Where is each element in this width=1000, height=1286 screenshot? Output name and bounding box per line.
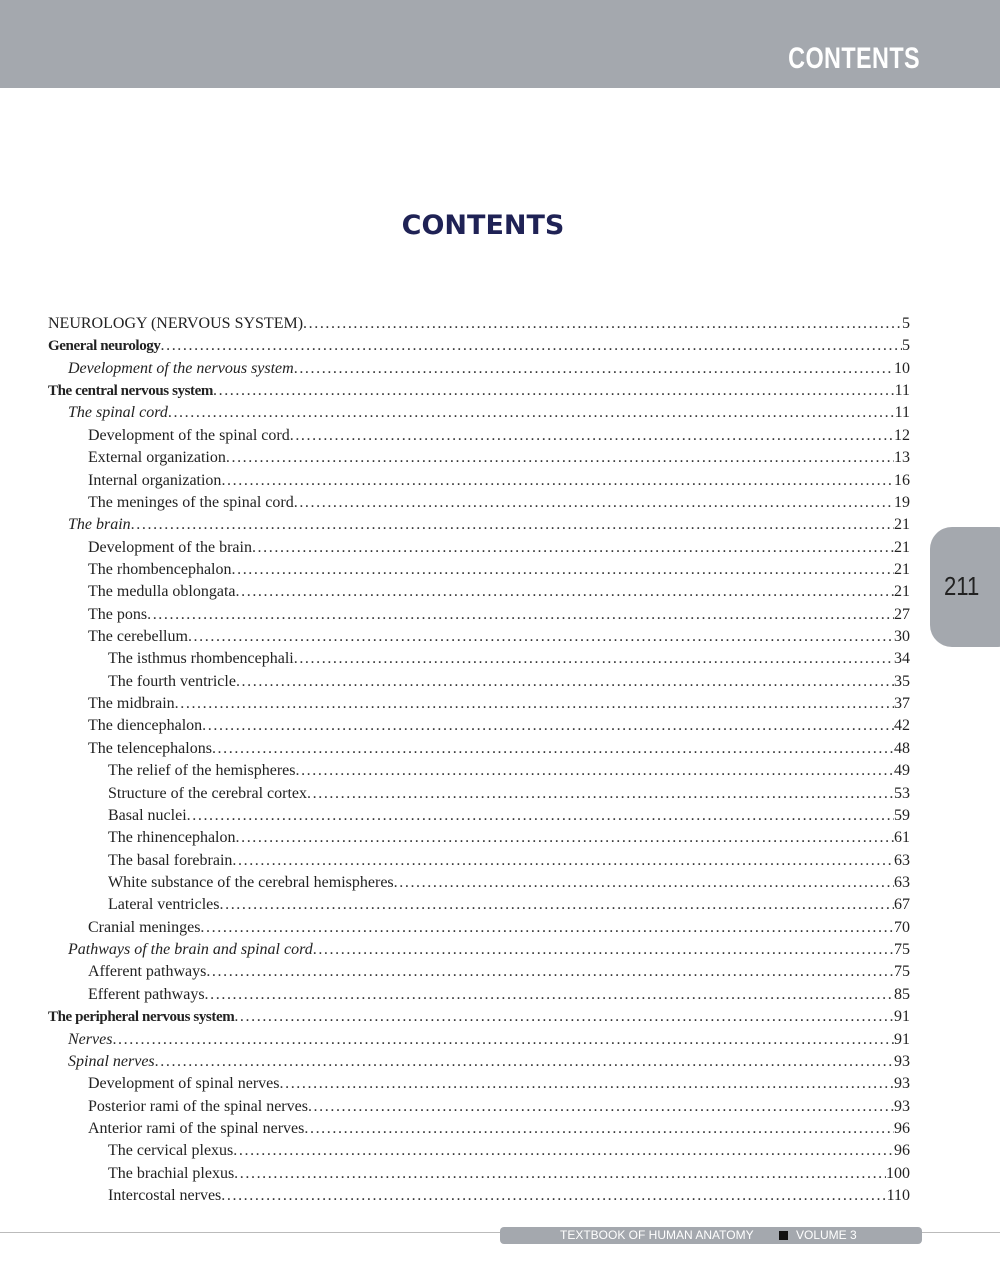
toc-entry-page: 37 [894,695,910,713]
toc-entry-page: 19 [894,493,910,511]
toc-entry-label: The peripheral nervous system [48,1009,235,1026]
dot-leader [313,939,894,961]
dot-leader [294,648,894,670]
dot-leader [221,470,894,492]
toc-entry[interactable] [48,470,910,492]
footer-volume: VOLUME 3 [796,1228,857,1242]
toc-entry-page: 21 [894,583,910,601]
dot-leader [252,537,894,559]
toc-entry-page: 63 [894,851,910,869]
dot-leader [205,984,894,1006]
toc-entry[interactable] [48,783,910,805]
toc-entry-page: 75 [894,963,910,981]
toc-entry-label: Internal organization [88,471,222,489]
toc-entry-label: Afferent pathways [88,963,207,981]
footer-book-title: TEXTBOOK OF HUMAN ANATOMY [560,1228,754,1242]
dot-leader [308,1096,894,1118]
toc-entry[interactable] [48,917,910,939]
toc-entry-page: 93 [894,1097,910,1115]
toc-entry[interactable] [48,447,910,469]
toc-entry[interactable] [48,850,910,872]
toc-entry[interactable] [48,1029,910,1051]
toc-entry[interactable] [48,1051,910,1073]
toc-entry-page: 70 [894,918,910,936]
toc-entry[interactable] [48,492,910,514]
toc-entry[interactable] [48,1140,910,1162]
toc-entry[interactable] [48,693,910,715]
toc-entry-label: General neurology [48,338,161,355]
toc-entry-label: The telencephalons [88,739,212,757]
page-number-tab [930,527,1000,647]
toc-entry[interactable] [48,559,910,581]
toc-entry-page: 21 [894,516,910,534]
toc-entry[interactable] [48,1006,910,1028]
toc-entry[interactable] [48,537,910,559]
table-of-contents [48,313,910,1207]
toc-entry-page: 30 [894,628,910,646]
toc-entry[interactable] [48,805,910,827]
toc-entry-label: The cervical plexus [108,1142,234,1160]
toc-entry-label: The brain [68,516,131,534]
toc-entry-page: 91 [894,1008,910,1026]
dot-leader [206,961,894,983]
toc-entry-label: External organization [88,449,226,467]
dot-leader [234,1006,894,1028]
toc-entry-page: 110 [886,1187,910,1205]
toc-entry-page: 100 [886,1164,910,1182]
toc-entry-page: 21 [894,560,910,578]
toc-entry-page: 16 [894,471,910,489]
toc-entry-page: 10 [894,359,910,377]
toc-entry-page: 11 [894,382,910,400]
toc-entry-page: 93 [894,1075,910,1093]
toc-entry-label: The isthmus rhombencephali [108,650,294,668]
toc-entry-page: 96 [894,1142,910,1160]
toc-entry-label: Development of the brain [88,538,252,556]
page-header-band [0,0,1000,88]
toc-entry-label: Posterior rami of the spinal nerves [88,1097,308,1115]
dot-leader [295,760,894,782]
dot-leader [236,827,895,849]
toc-entry-page: 61 [894,829,910,847]
dot-leader [294,492,894,514]
toc-entry-label: The pons [88,605,148,623]
dot-leader [280,1073,895,1095]
dot-leader [234,1163,886,1185]
toc-entry[interactable] [48,1163,910,1185]
header-title: CONTENTS [788,42,920,75]
dot-leader [220,894,895,916]
dot-leader [187,805,894,827]
toc-entry-label: The medulla oblongata [88,583,236,601]
toc-entry[interactable] [48,380,910,402]
toc-entry-page: 27 [894,605,910,623]
toc-entry-page: 34 [894,650,910,668]
toc-entry[interactable] [48,313,910,335]
dot-leader [168,402,895,424]
toc-entry-page: 59 [894,806,910,824]
dot-leader [155,1051,894,1073]
toc-entry-label: The brachial plexus [108,1164,235,1182]
dot-leader [307,783,894,805]
toc-entry-label: Lateral ventricles [108,896,220,914]
toc-entry[interactable] [48,961,910,983]
dot-leader [233,1140,894,1162]
toc-entry[interactable] [48,872,910,894]
toc-entry-page: 53 [894,784,910,802]
toc-entry-page: 63 [894,873,910,891]
toc-entry-label: Development of the spinal cord [88,426,290,444]
toc-entry[interactable] [48,1118,910,1140]
toc-entry[interactable] [48,402,910,424]
toc-entry-page: 5 [902,315,910,332]
toc-entry[interactable] [48,760,910,782]
toc-entry-label: Spinal nerves [68,1052,155,1070]
dot-leader [232,559,895,581]
square-separator-icon [779,1231,788,1240]
toc-entry-label: The meninges of the spinal cord [88,493,294,511]
toc-entry[interactable] [48,648,910,670]
dot-leader [304,1118,894,1140]
toc-entry-label: Development of spinal nerves [88,1075,280,1093]
toc-entry-label: Nerves [68,1030,113,1048]
toc-entry-label: NEUROLOGY (NERVOUS SYSTEM) [48,315,304,332]
toc-entry-page: 35 [894,672,910,690]
toc-entry-label: The rhombencephalon [88,560,232,578]
toc-entry[interactable] [48,425,910,447]
toc-entry-page: 48 [894,739,910,757]
footer-band [500,1227,922,1244]
toc-entry-page: 49 [894,762,910,780]
toc-entry-label: The cerebellum [88,628,188,646]
toc-entry[interactable] [48,738,910,760]
toc-entry[interactable] [48,984,910,1006]
toc-entry-label: Basal nuclei [108,806,187,824]
dot-leader [212,738,894,760]
dot-leader [213,380,895,402]
dot-leader [131,514,894,536]
toc-entry[interactable] [48,514,910,536]
toc-entry-label: The relief of the hemispheres [108,762,296,780]
toc-entry-page: 85 [894,985,910,1003]
toc-entry-page: 67 [894,896,910,914]
toc-entry[interactable] [48,894,910,916]
toc-entry-label: The rhinencephalon [108,829,236,847]
toc-entry[interactable] [48,626,910,648]
toc-entry-page: 5 [902,337,910,355]
toc-entry[interactable] [48,1096,910,1118]
toc-entry-label: Cranial meninges [88,918,201,936]
toc-entry-label: Anterior rami of the spinal nerves [88,1119,305,1137]
toc-entry-page: 11 [894,404,910,422]
toc-entry-label: White substance of the cerebral hemispheres [108,873,394,891]
toc-entry[interactable] [48,1185,910,1207]
dot-leader [226,447,894,469]
toc-entry[interactable] [48,581,910,603]
toc-entry[interactable] [48,1073,910,1095]
dot-leader [202,715,894,737]
page-title: CONTENTS [401,210,565,241]
dot-leader [394,872,894,894]
toc-entry[interactable] [48,335,910,357]
dot-leader [112,1029,894,1051]
toc-entry-label: The basal forebrain [108,851,233,869]
toc-entry[interactable] [48,827,910,849]
toc-entry-page: 12 [894,426,910,444]
dot-leader [294,358,894,380]
toc-entry-page: 75 [894,941,910,959]
toc-entry[interactable] [48,671,910,693]
toc-entry-page: 96 [894,1119,910,1137]
toc-entry-page: 42 [894,717,910,735]
page-number: 211 [944,571,980,601]
dot-leader [303,313,902,335]
dot-leader [200,917,894,939]
toc-entry-label: The fourth ventricle [108,672,236,690]
toc-entry[interactable] [48,604,910,626]
toc-entry-page: 13 [894,449,910,467]
toc-entry-label: Development of the nervous system [68,359,294,377]
dot-leader [236,581,894,603]
toc-entry-page: 21 [894,538,910,556]
dot-leader [175,693,894,715]
toc-entry[interactable] [48,715,910,737]
dot-leader [221,1185,886,1207]
toc-entry-label: The central nervous system [48,383,213,400]
toc-entry[interactable] [48,939,910,961]
toc-entry-page: 91 [894,1030,910,1048]
dot-leader [147,604,894,626]
dot-leader [161,335,903,357]
toc-entry-label: The spinal cord [68,404,168,422]
toc-entry-label: Structure of the cerebral cortex [108,784,308,802]
dot-leader [236,671,894,693]
toc-entry-page: 93 [894,1052,910,1070]
dot-leader [232,850,894,872]
toc-entry-label: Intercostal nerves [108,1187,222,1205]
dot-leader [290,425,894,447]
toc-entry-label: Efferent pathways [88,985,205,1003]
toc-entry-label: The diencephalon [88,717,203,735]
toc-entry-label: Pathways of the brain and spinal cord [68,941,313,959]
dot-leader [188,626,894,648]
toc-entry[interactable] [48,358,910,380]
toc-entry-label: The midbrain [88,695,175,713]
